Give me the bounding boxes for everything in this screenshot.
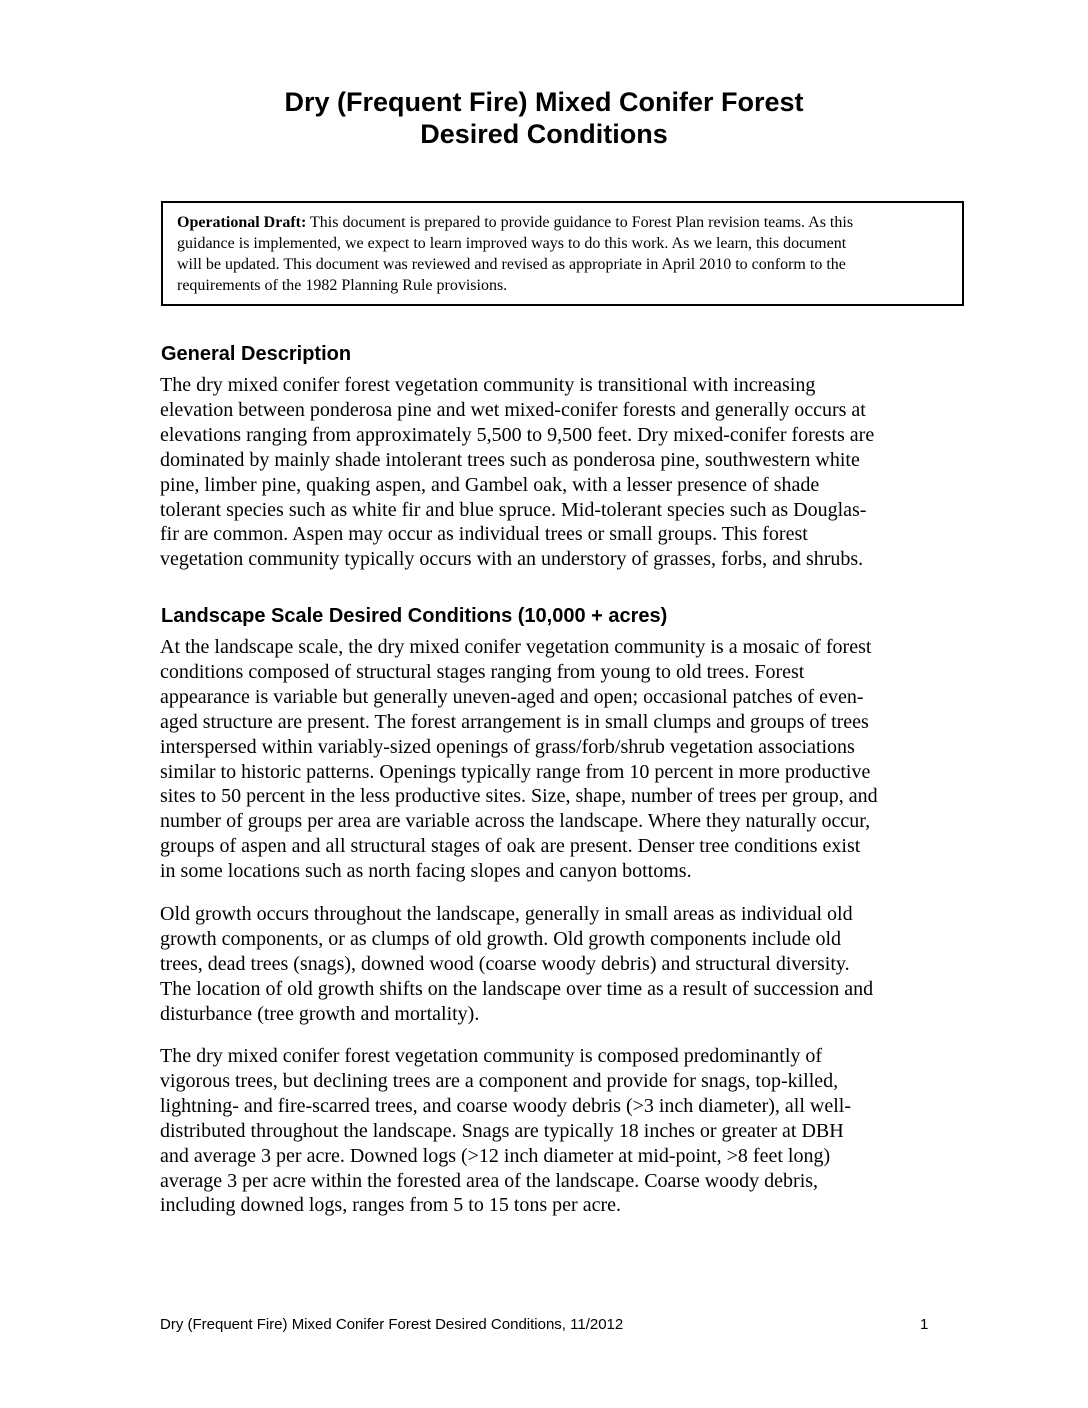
text-line: Old growth occurs throughout the landscape, generally in small areas as individual old [160,903,853,925]
notice-line: requirements of the 1982 Planning Rule provisions. [177,277,508,294]
paragraph-general-description [160,373,874,572]
text-line: vegetation community typically occurs with an understory of grasses, forbs, and shrubs. [160,548,864,571]
text-line: including downed logs, ranges from 5 to 15 tons per acre. [160,1194,622,1217]
text-line: and average 3 per acre. Downed logs (>12 inch diameter at mid-point, >8 feet long) [160,1144,831,1167]
footer-text: Dry (Frequent Fire) Mixed Conifer Forest Desired Conditions, 11/2012 [160,1316,624,1333]
notice-line: guidance is implemented, we expect to learn improved ways to do this work. As we learn, this document [177,235,847,252]
text-line: tolerant species such as white fir and blue spruce. Mid-tolerant species such as Douglas- [160,498,867,521]
notice-text: This document is prepared to provide guidance to Forest Plan revision teams. As this [306,214,854,231]
text-line: conditions composed of structural stages ranging from young to old trees. Forest [160,660,805,683]
text-line: growth components, or as clumps of old growth. Old growth components include old [160,927,842,950]
text-line: elevations ranging from approximately 5,500 to 9,500 feet. Dry mixed-conifer forests are [160,423,875,446]
page-number: 1 [920,1316,929,1333]
text-line: pine, limber pine, quaking aspen, and Gambel oak, with a lesser presence of shade [160,473,820,496]
text-line: disturbance (tree growth and mortality). [160,1002,480,1025]
text-line: groups of aspen and all structural stages of oak are present. Denser tree conditions exist [160,835,861,858]
operational-draft-notice [161,201,964,306]
text-line: appearance is variable but generally uneven-aged and open; occasional patches of even- [160,685,864,708]
text-line: The location of old growth shifts on the landscape over time as a result of succession and [160,977,874,1000]
text-line: The dry mixed conifer forest vegetation community is composed predominantly of [160,1045,823,1067]
notice-label: Operational Draft: [177,214,307,231]
text-line: fir are common. Aspen may occur as individual trees or small groups. This forest [160,523,808,546]
document-title-line1: Dry (Frequent Fire) Mixed Conifer Forest [284,87,804,117]
text-line: aged structure are present. The forest arrangement is in small clumps and groups of trees [160,710,869,733]
text-line: sites to 50 percent in the less productive sites. Size, shape, number of trees per group, and [160,785,878,808]
text-line: vigorous trees, but declining trees are a component and provide for snags, top-killed, [160,1069,839,1092]
text-line: similar to historic patterns. Openings typically range from 10 percent in more productive [160,760,871,783]
section-heading-general-description: General Description [161,343,352,365]
notice-line [177,212,948,233]
document-title-line2: Desired Conditions [420,119,668,149]
text-line: dominated by mainly shade intolerant trees such as ponderosa pine, southwestern white [160,448,860,471]
text-line: average 3 per acre within the forested area of the landscape. Coarse woody debris, [160,1169,819,1192]
text-line: distributed throughout the landscape. Snags are typically 18 inches or greater at DBH [160,1119,844,1142]
text-line: interspersed within variably-sized openings of grass/forb/shrub vegetation associations [160,735,855,758]
paragraph-landscape-mosaic [160,635,878,884]
text-line: trees, dead trees (snags), downed wood (coarse woody debris) and structural diversity. [160,952,850,975]
text-line: lightning- and fire-scarred trees, and coarse woody debris (>3 inch diameter), all well- [160,1094,852,1117]
text-line: elevation between ponderosa pine and wet mixed-conifer forests and generally occurs at [160,398,866,421]
notice-line: will be updated. This document was reviewed and revised as appropriate in April 2010 to conform to the [177,256,846,273]
text-line: At the landscape scale, the dry mixed conifer vegetation community is a mosaic of forest [160,636,872,658]
paragraph-old-growth [160,902,873,1027]
text-line: in some locations such as north facing slopes and canyon bottoms. [160,860,692,883]
paragraph-snags-and-debris [160,1044,851,1218]
section-heading-landscape-scale: Landscape Scale Desired Conditions (10,000 + acres) [161,605,668,627]
text-line: The dry mixed conifer forest vegetation community is transitional with increasing [160,374,816,396]
text-line: number of groups per area are variable across the landscape. Where they naturally occur, [160,810,871,833]
